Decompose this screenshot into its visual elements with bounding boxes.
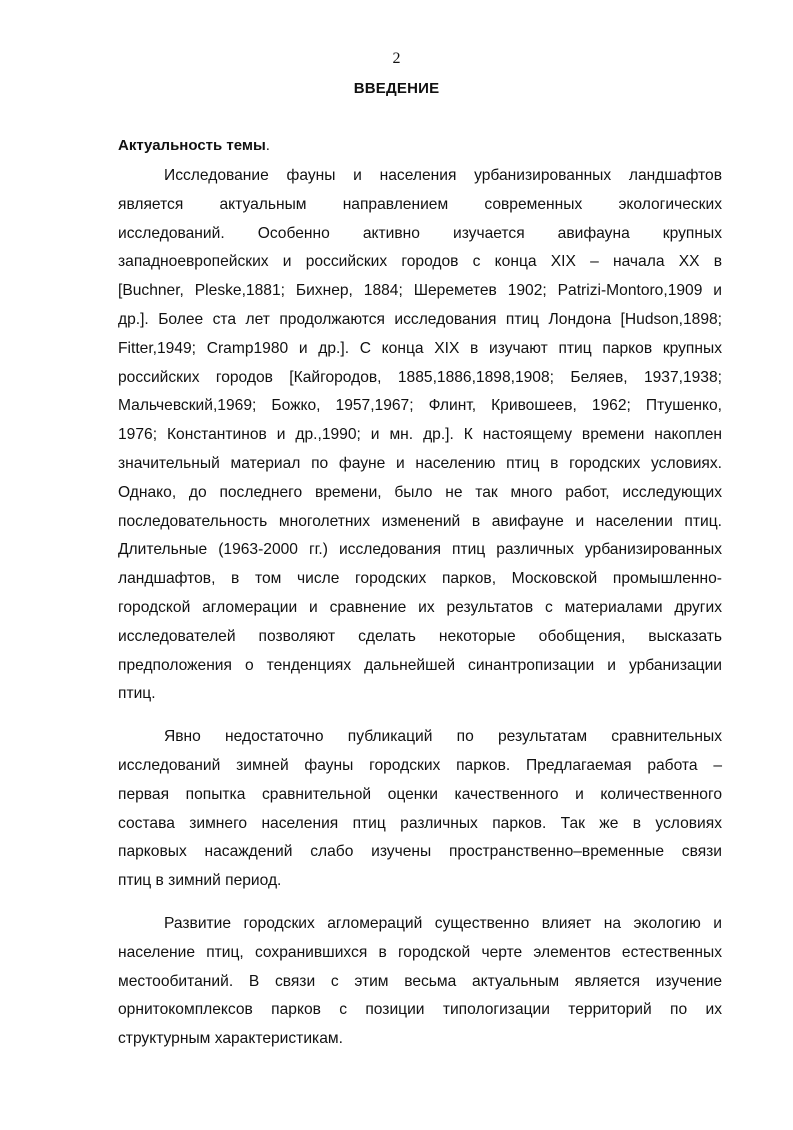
text-line: птиц в зимний период. [118, 872, 282, 890]
text-line: последовательность многолетних изменений в авифауне и населении птиц. [118, 512, 722, 530]
document-body [118, 162, 722, 1054]
text-line: западноевропейских и российских городов с конца XIX – начала XX в [118, 253, 722, 271]
page-number: 2 [392, 50, 401, 67]
text-line: [Buchner, Pleske,1881; Бихнер, 1884; Шереметев 1902; Patrizi-Montoro,1909 и [118, 282, 722, 300]
text-line: птиц. [118, 685, 156, 703]
subsection-heading-punct: . [265, 137, 270, 154]
text-line: значительный материал по фауне и населению птиц в городских условиях. [118, 454, 722, 472]
text-line: Исследование фауны и населения урбанизированных ландшафтов [164, 167, 722, 184]
text-line: 1976; Константинов и др.,1990; и мн. др.]. К настоящему времени накоплен [118, 426, 722, 444]
paragraph [118, 723, 722, 896]
text-line: является актуальным направлением современных экологических [118, 195, 722, 213]
text-line: орнитокомплексов парков с позиции типологизации территорий по их [118, 1001, 722, 1019]
text-line: исследований зимней фауны городских парков. Предлагаемая работа – [118, 756, 722, 774]
subsection-heading [118, 137, 270, 154]
text-line: предположения о тенденциях дальнейшей синантропизации и урбанизации [118, 656, 722, 674]
text-line: городской агломерации и сравнение их результатов с материалами других [118, 598, 722, 616]
text-line: Длительные (1963-2000 гг.) исследования птиц различных урбанизированных [118, 541, 722, 559]
text-line: Развитие городских агломераций существенно влияет на экологию и [164, 914, 722, 932]
text-line: население птиц, сохранившихся в городской черте элементов естественных [118, 943, 722, 961]
text-line: др.]. Более ста лет продолжаются исследования птиц Лондона [Hudson,1898; [118, 310, 722, 328]
section-heading: ВВЕДЕНИЕ [353, 80, 440, 97]
subsection-heading-text: Актуальность темы [118, 137, 266, 154]
text-line: первая попытка сравнительной оценки качественного и количественного [118, 785, 722, 803]
text-line: Однако, до последнего времени, было не так много работ, исследующих [118, 483, 722, 501]
text-line: исследователей позволяют сделать некоторые обобщения, высказать [118, 627, 722, 645]
text-line: ландшафтов, в том числе городских парков, Московской промышленно- [118, 570, 722, 588]
text-line: парковых насаждений слабо изучены пространственно–временные связи [118, 843, 722, 861]
text-line: местообитаний. В связи с этим весьма актуальным является изучение [118, 972, 722, 990]
text-line: Явно недостаточно публикаций по результатам сравнительных [164, 728, 722, 746]
text-line: исследований. Особенно активно изучается авифауна крупных [118, 224, 722, 242]
paragraph [118, 910, 722, 1054]
paragraph [118, 162, 722, 709]
text-line: российских городов [Кайгородов, 1885,1886,1898,1908; Беляев, 1937,1938; [118, 368, 722, 386]
text-line: Fitter,1949; Cramp1980 и др.]. С конца XIX в изучают птиц парков крупных [118, 339, 722, 357]
text-line: структурным характеристикам. [118, 1030, 343, 1048]
text-line: состава зимнего населения птиц различных парков. Так же в условиях [118, 814, 722, 832]
text-line: Мальчевский,1969; Божко, 1957,1967; Флинт, Кривошеев, 1962; Птушенко, [118, 397, 722, 415]
